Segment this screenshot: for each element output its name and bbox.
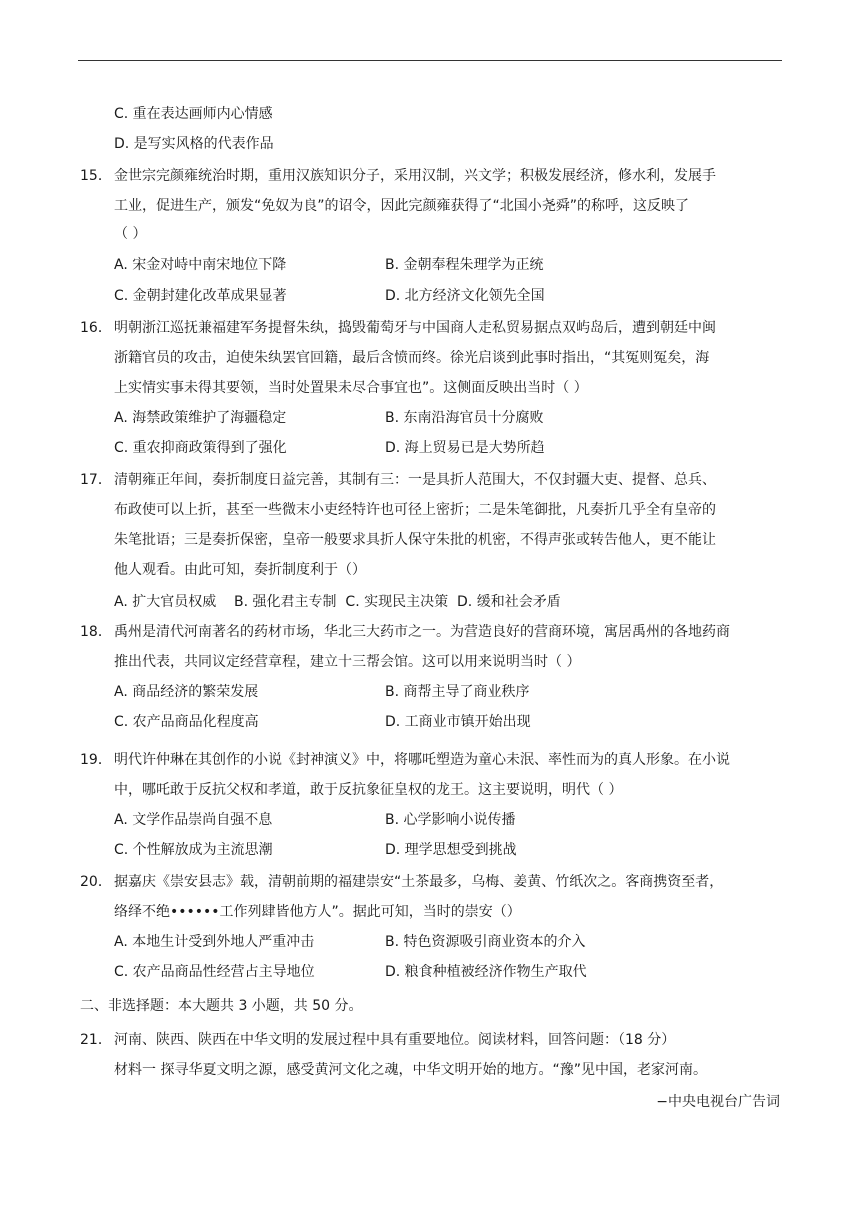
q19-stem-line-2: 中，哪吒敢于反抗父权和孝道，敢于反抗象征皇权的龙王。这主要说明，明代（ ） <box>114 782 623 798</box>
q20-option-a: A. 本地生计受到外地人严重冲击 <box>114 934 315 950</box>
q15-number: 15． <box>80 168 112 184</box>
q21-material-1-source: −中央电视台广告词 <box>656 1094 780 1110</box>
q16-stem-line-3: 上实情实事未得其要领，当时处置果未尽合事宜也”。这侧面反映出当时（ ） <box>114 380 588 396</box>
q15-answer-blank: （ ） <box>114 226 147 242</box>
q15-option-c: C. 金朝封建化改革成果显著 <box>114 288 287 304</box>
q19-option-b: B. 心学影响小说传播 <box>385 812 516 828</box>
q21-stem-line-1: 河南、陕西、陕西在中华文明的发展过程中具有重要地位。阅读材料，回答问题：（18 分） <box>114 1032 676 1048</box>
q17-stem-line-3: 朱笔批语；三是奏折保密，皇帝一般要求具折人保守朱批的机密，不得声张或转告他人，更不能让 <box>114 532 716 548</box>
section-2-heading: 二、非选择题：本大题共 3 小题，共 50 分。 <box>80 998 363 1014</box>
q17-stem-line-1: 清朝雍正年间，奏折制度日益完善，其制有三：一是具折人范围大，不仅封疆大吏、提督、总兵、 <box>114 472 716 488</box>
q16-number: 16． <box>80 320 112 336</box>
q16-stem-line-2: 浙籍官员的攻击，迫使朱纨罢官回籍，最后含愤而终。徐光启谈到此事时指出，“其冤则冤矣，海 <box>114 350 710 366</box>
q20-number: 20． <box>80 874 112 890</box>
q18-stem-line-2: 推出代表，共同议定经营章程，建立十三帮会馆。这可以用来说明当时（ ） <box>114 654 581 670</box>
q15-option-a: A. 宋金对峙中南宋地位下降 <box>114 257 287 273</box>
q16-option-c: C. 重农抑商政策得到了强化 <box>114 440 287 456</box>
q20-option-b: B. 特色资源吸引商业资本的介入 <box>385 934 586 950</box>
q15-stem-line-2: 工业，促进生产，颁发“免奴为良”的诏令，因此完颜雍获得了“北国小尧舜”的称呼，这反映了 <box>114 198 690 214</box>
q18-option-b: B. 商帮主导了商业秩序 <box>385 684 530 700</box>
q19-option-d: D. 理学思想受到挑战 <box>385 842 517 858</box>
q19-stem-line-1: 明代许仲琳在其创作的小说《封神演义》中，将哪吒塑造为童心未泯、率性而为的真人形象。在小说 <box>114 752 730 768</box>
q19-option-c: C. 个性解放成为主流思潮 <box>114 842 273 858</box>
q18-option-d: D. 工商业市镇开始出现 <box>385 714 531 730</box>
q14-option-d: D. 是写实风格的代表作品 <box>114 136 274 152</box>
q15-stem-line-1: 金世宗完颜雍统治时期，重用汉族知识分子，采用汉制，兴文学；积极发展经济，修水利，发展手 <box>114 168 716 184</box>
q20-option-c: C. 农产品商品性经营占主导地位 <box>114 964 315 980</box>
q15-option-d: D. 北方经济文化领先全国 <box>385 288 545 304</box>
q16-option-d: D. 海上贸易已是大势所趋 <box>385 440 545 456</box>
q18-number: 18． <box>80 624 112 640</box>
q17-number: 17． <box>80 472 112 488</box>
q16-option-a: A. 海禁政策维护了海疆稳定 <box>114 410 287 426</box>
q19-option-a: A. 文学作品崇尚自强不息 <box>114 812 273 828</box>
q18-option-a: A. 商品经济的繁荣发展 <box>114 684 259 700</box>
q15-option-b: B. 金朝奉程朱理学为正统 <box>385 257 544 273</box>
q14-option-c: C. 重在表达画师内心情感 <box>114 106 273 122</box>
q18-stem-line-1: 禹州是清代河南著名的药材市场，华北三大药市之一。为营造良好的营商环境，寓居禹州的各地药商 <box>114 624 730 640</box>
q21-number: 21． <box>80 1032 112 1048</box>
q16-stem-line-1: 明朝浙江巡抚兼福建军务提督朱纨，捣毁葡萄牙与中国商人走私贸易据点双屿岛后，遭到朝廷中闽 <box>114 320 716 336</box>
q17-options: A. 扩大官员权威 B. 强化君主专制 C. 实现民主决策 D. 缓和社会矛盾 <box>114 594 561 610</box>
q20-stem-line-1: 据嘉庆《崇安县志》载，清朝前期的福建崇安“土茶最多，乌梅、姜黄、竹纸次之。客商携资至者， <box>114 874 724 890</box>
q20-option-d: D. 粮食种植被经济作物生产取代 <box>385 964 587 980</box>
q17-stem-line-4: 他人观看。由此可知，奏折制度利于（） <box>114 562 366 578</box>
q16-option-b: B. 东南沿海官员十分腐败 <box>385 410 544 426</box>
q19-number: 19． <box>80 752 112 768</box>
q21-material-1: 材料一 探寻华夏文明之源，感受黄河文化之魂，中华文明开始的地方。“豫”见中国，老家河南。 <box>114 1062 707 1078</box>
q20-stem-line-2: 络绎不绝••••••工作列肆皆他方人”。据此可知，当时的崇安（） <box>114 904 521 920</box>
header-rule <box>78 60 782 61</box>
q17-stem-line-2: 布政使可以上折，甚至一些微末小吏经特许也可径上密折；二是朱笔御批，凡奏折几乎全有皇帝的 <box>114 502 716 518</box>
q18-option-c: C. 农产品商品化程度高 <box>114 714 259 730</box>
